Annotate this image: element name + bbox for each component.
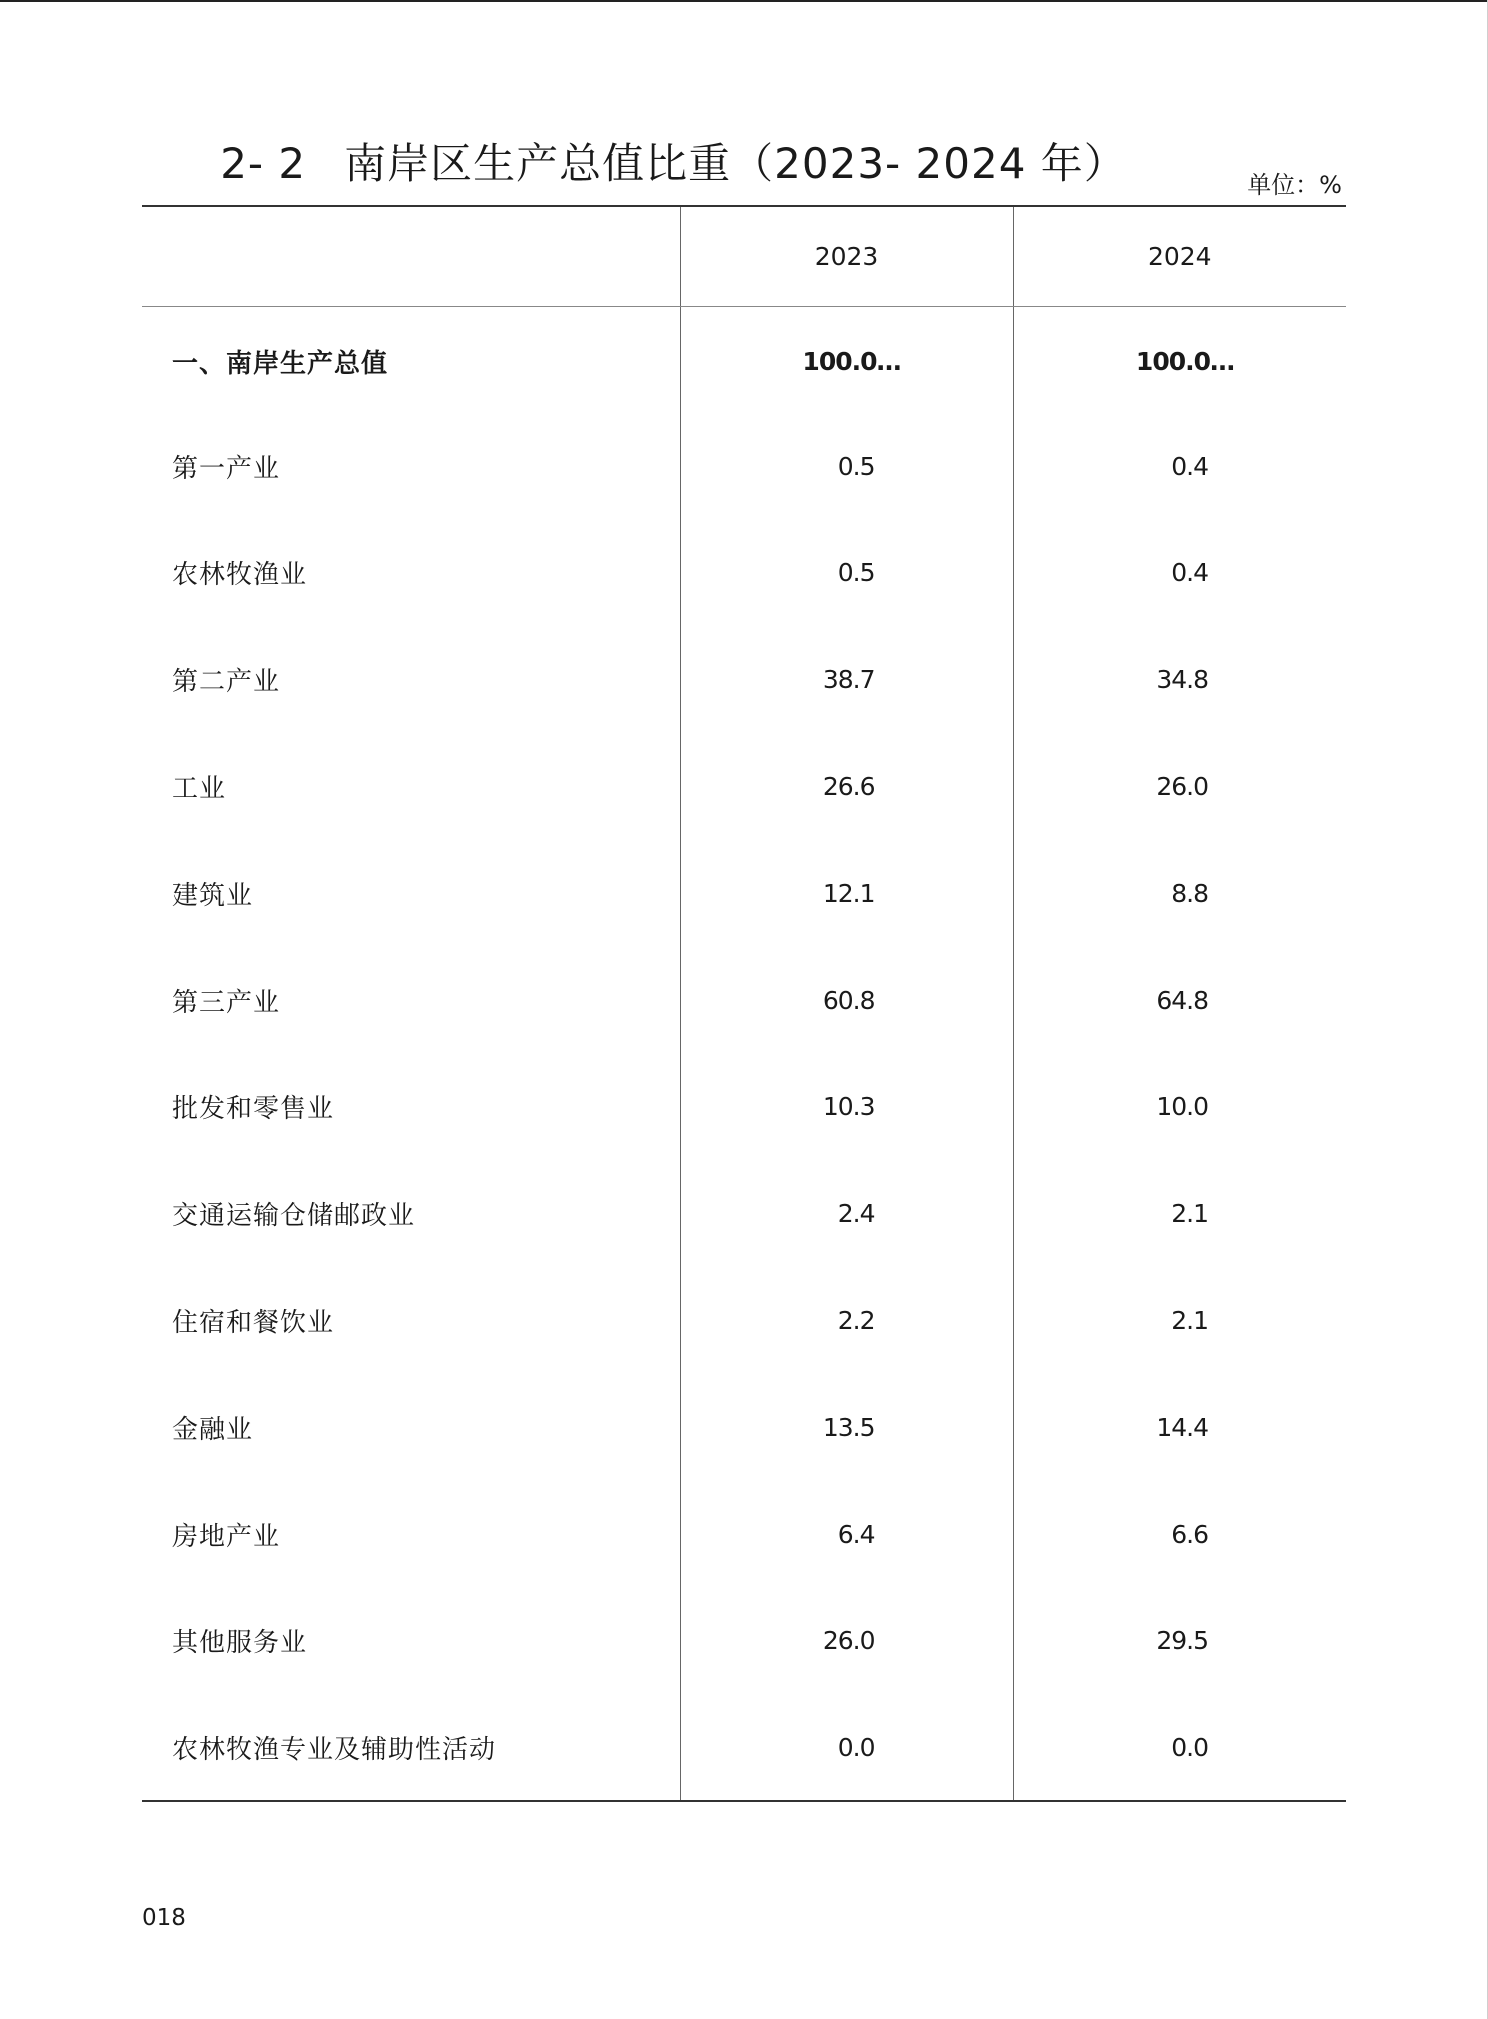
value-2023: 6.4: [680, 1481, 1013, 1588]
value-2023: 26.6: [680, 733, 1013, 840]
value-2024: 2.1: [1013, 1267, 1346, 1374]
table-row: [142, 947, 1346, 1054]
value-2024: 0.4: [1013, 520, 1346, 627]
value-2024: 100.0…: [1013, 306, 1346, 413]
value-2023: 10.3: [680, 1054, 1013, 1161]
value-2024: 0.4: [1013, 413, 1346, 520]
row-label: 第三产业: [172, 987, 281, 1018]
header-year-2024: 2024: [1013, 206, 1346, 306]
table-row: [142, 1374, 1346, 1481]
row-label: 第一产业: [172, 453, 281, 484]
page-title: [142, 138, 1205, 190]
value-2024: 29.5: [1013, 1588, 1346, 1695]
value-2023: 0.0: [680, 1694, 1013, 1801]
gdp-share-table: [142, 205, 1346, 1802]
value-2024: 2.1: [1013, 1160, 1346, 1267]
value-2023: 0.5: [680, 520, 1013, 627]
row-label: 一、南岸生产总值: [172, 348, 389, 379]
value-2024: 14.4: [1013, 1374, 1346, 1481]
page-number: 018: [142, 1905, 186, 1931]
value-2023: 38.7: [680, 626, 1013, 733]
value-2024: 6.6: [1013, 1481, 1346, 1588]
table-row: [142, 626, 1346, 733]
row-label: 批发和零售业: [172, 1094, 335, 1125]
value-2023: 12.1: [680, 840, 1013, 947]
row-label: 建筑业: [172, 880, 254, 911]
table-row: [142, 1160, 1346, 1267]
header-year-2023: 2023: [680, 206, 1013, 306]
value-2023: 2.4: [680, 1160, 1013, 1267]
value-2024: 0.0: [1013, 1694, 1346, 1801]
value-2024: 10.0: [1013, 1054, 1346, 1161]
table-row: [142, 1481, 1346, 1588]
row-label: 住宿和餐饮业: [172, 1308, 335, 1339]
row-label: 房地产业: [172, 1521, 281, 1552]
header-label-cell: [142, 206, 680, 306]
table-row: [142, 733, 1346, 840]
row-label: 交通运输仓储邮政业: [172, 1201, 416, 1232]
value-2023: 60.8: [680, 947, 1013, 1054]
table-row: [142, 840, 1346, 947]
value-2023: 2.2: [680, 1267, 1013, 1374]
value-2023: 0.5: [680, 413, 1013, 520]
table-row: [142, 1588, 1346, 1695]
table-row: [142, 413, 1346, 520]
table-title-text: 南岸区生产总值比重（2023- 2024 年）: [344, 139, 1127, 188]
value-2023: 100.0…: [680, 306, 1013, 413]
table-row: [142, 520, 1346, 627]
table-row: [142, 306, 1346, 413]
value-2024: 8.8: [1013, 840, 1346, 947]
table-row: [142, 1694, 1346, 1801]
row-label: 第二产业: [172, 667, 281, 698]
table-header-row: [142, 206, 1346, 306]
unit-label: 单位：%: [1247, 171, 1342, 199]
row-label: 金融业: [172, 1414, 254, 1445]
row-label: 农林牧渔专业及辅助性活动: [142, 1694, 680, 1801]
value-2024: 34.8: [1013, 626, 1346, 733]
table-row: [142, 1054, 1346, 1161]
table-number: 2- 2: [220, 139, 307, 188]
value-2024: 64.8: [1013, 947, 1346, 1054]
row-label: 其他服务业: [172, 1628, 308, 1659]
row-label: 工业: [172, 774, 227, 805]
row-label: 农林牧渔业: [172, 560, 308, 591]
value-2024: 26.0: [1013, 733, 1346, 840]
value-2023: 13.5: [680, 1374, 1013, 1481]
top-border: [0, 0, 1488, 2]
table-row: [142, 1267, 1346, 1374]
value-2023: 26.0: [680, 1588, 1013, 1695]
